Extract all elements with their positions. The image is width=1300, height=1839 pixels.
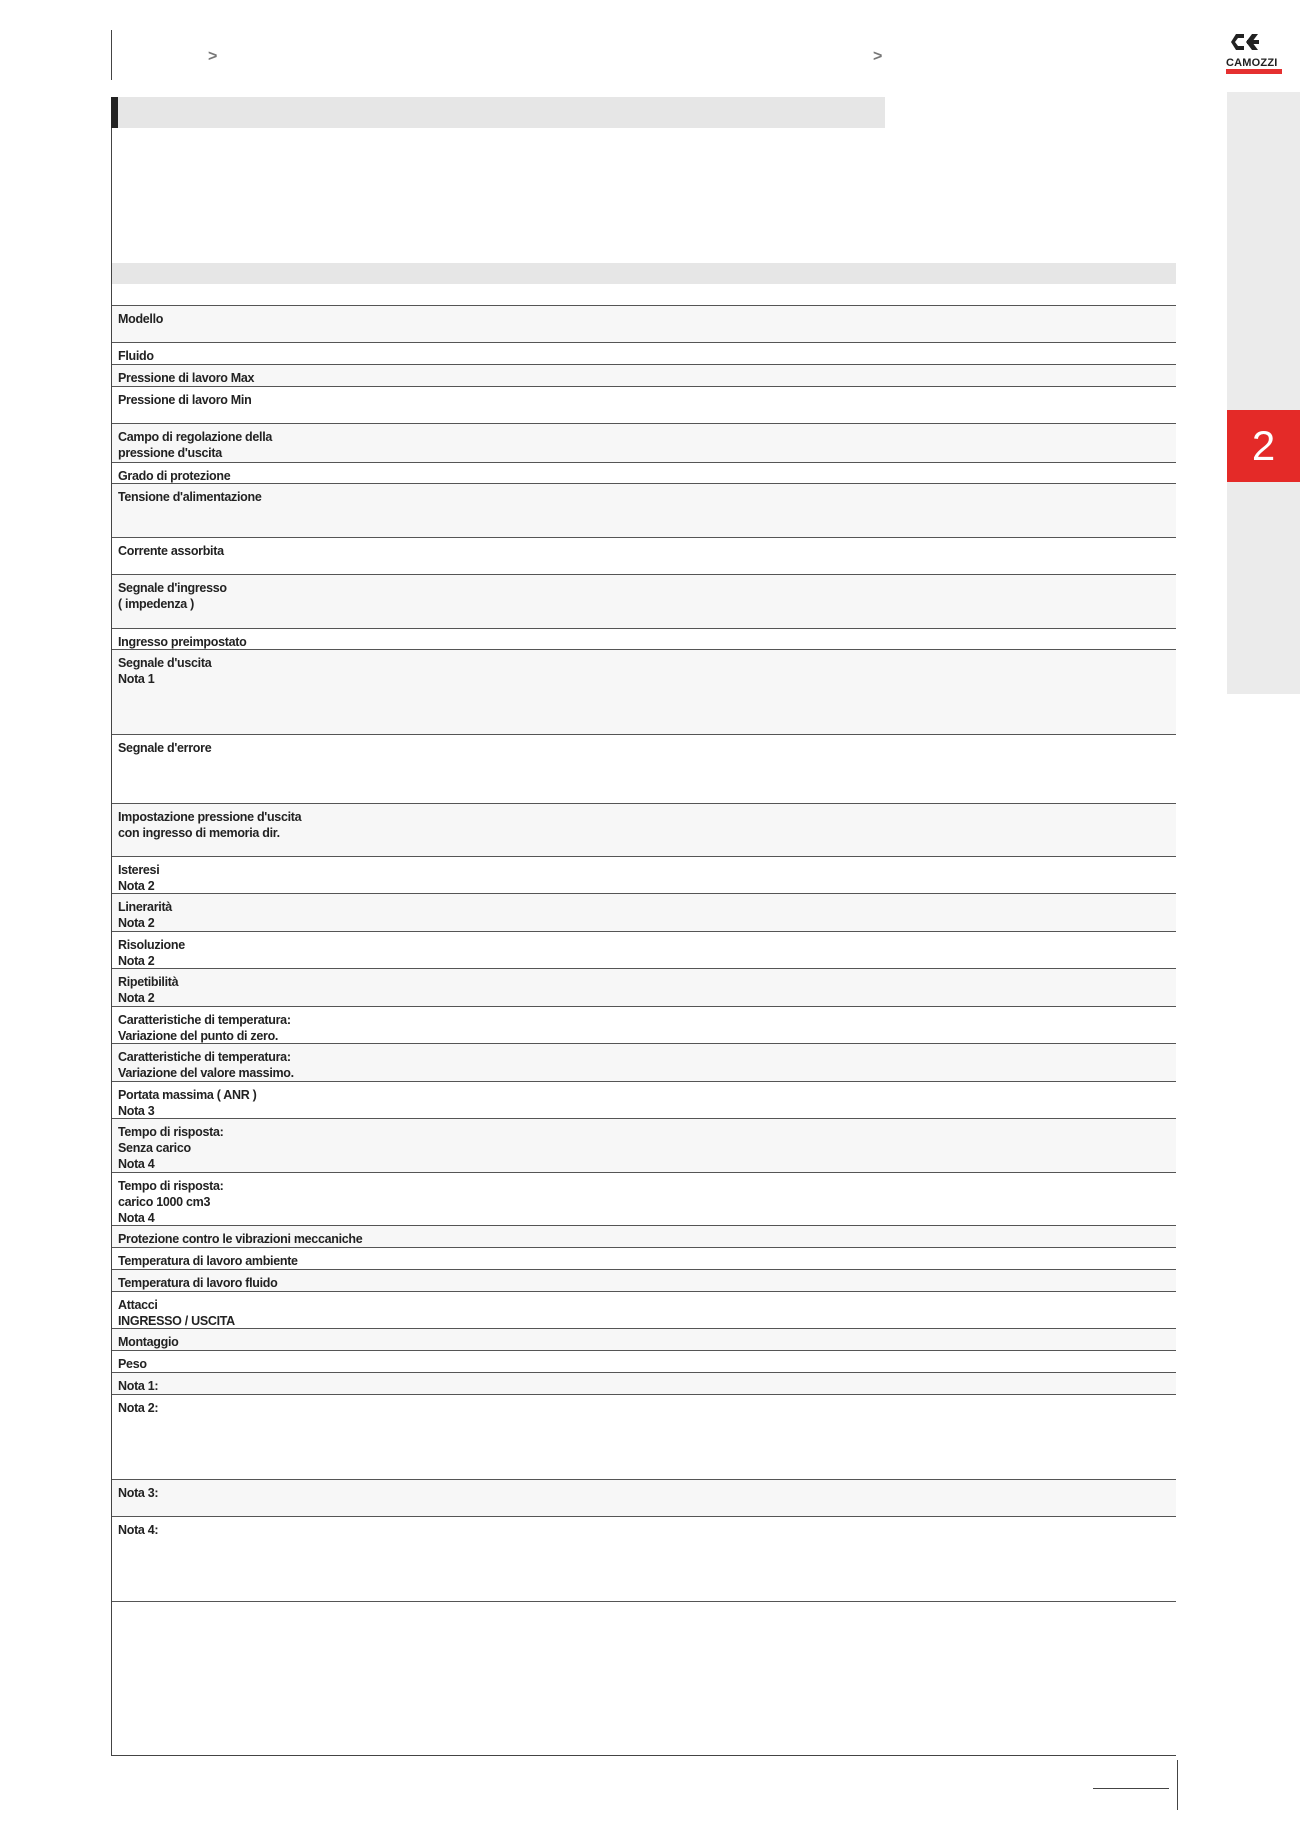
table-row	[112, 424, 1176, 463]
title-accent	[111, 97, 118, 128]
row-label: Ingresso preimpostato	[118, 635, 247, 649]
row-label: Segnale d'errore	[118, 741, 212, 755]
brand-name: CAMOZZI	[1226, 57, 1278, 69]
row-label: Risoluzione Nota 2	[118, 938, 185, 968]
table-row	[112, 894, 1176, 932]
table-row	[112, 1395, 1176, 1480]
section-index-strip	[1227, 92, 1300, 694]
table-row	[112, 365, 1176, 387]
table-row	[112, 1248, 1176, 1270]
row-label: Nota 1:	[118, 1379, 159, 1393]
row-label: Linerarità Nota 2	[118, 900, 172, 930]
row-label: Portata massima ( ANR ) Nota 3	[118, 1088, 257, 1118]
table-row	[112, 932, 1176, 969]
row-label: Nota 2:	[118, 1401, 159, 1415]
table-row	[112, 306, 1176, 343]
breadcrumb-chevron-icon[interactable]: >	[208, 48, 218, 65]
row-label: Caratteristiche di temperatura: Variazione del valore massimo.	[118, 1050, 294, 1080]
table-row	[112, 1517, 1176, 1602]
table-row	[112, 484, 1176, 538]
row-label: Tempo di risposta: carico 1000 cm3 Nota 4	[118, 1179, 224, 1225]
brand-accent-bar	[1226, 69, 1282, 74]
row-label: Ripetibilità Nota 2	[118, 975, 179, 1005]
row-label: Segnale d'uscita Nota 1	[118, 656, 212, 686]
row-label: Tempo di risposta: Senza carico Nota 4	[118, 1125, 224, 1171]
breadcrumb-chevron-icon[interactable]: >	[873, 48, 883, 65]
row-label: Temperatura di lavoro ambiente	[118, 1254, 298, 1268]
table-row	[112, 1007, 1176, 1044]
row-label: Isteresi Nota 2	[118, 863, 160, 893]
row-label: Protezione contro le vibrazioni meccaniche	[118, 1232, 363, 1246]
row-label: Modello	[118, 312, 164, 326]
footer-divider	[1177, 1760, 1178, 1810]
table-row	[112, 1173, 1176, 1226]
section-tab[interactable]: 2	[1227, 410, 1300, 482]
row-label: Peso	[118, 1357, 147, 1371]
table-row	[112, 1044, 1176, 1082]
table-row	[112, 1226, 1176, 1248]
table-row	[112, 1351, 1176, 1373]
row-label: Tensione d'alimentazione	[118, 490, 262, 504]
section-title-bar	[111, 97, 885, 128]
row-label: Impostazione pressione d'uscita con ingresso di memoria dir.	[118, 810, 302, 840]
table-row	[112, 735, 1176, 804]
table-row	[112, 857, 1176, 894]
row-label: Fluido	[118, 349, 154, 363]
table-row	[112, 1373, 1176, 1395]
table-row	[112, 629, 1176, 650]
table-row	[112, 650, 1176, 735]
footer-page-line	[1093, 1788, 1169, 1789]
row-label: Corrente assorbita	[118, 544, 224, 558]
row-label: Campo di regolazione della pressione d'uscita	[118, 430, 273, 460]
row-label: Segnale d'ingresso ( impedenza )	[118, 581, 227, 611]
table-row	[112, 575, 1176, 629]
table-row	[112, 1082, 1176, 1119]
row-label: Temperatura di lavoro fluido	[118, 1276, 278, 1290]
table-row	[112, 1119, 1176, 1173]
row-label: Nota 3:	[118, 1486, 159, 1500]
table-row	[112, 387, 1176, 424]
row-label: Grado di protezione	[118, 469, 231, 483]
row-label: Pressione di lavoro Min	[118, 393, 252, 407]
table-row	[112, 1480, 1176, 1517]
row-label: Pressione di lavoro Max	[118, 371, 255, 385]
row-label: Montaggio	[118, 1335, 179, 1349]
table-row	[112, 804, 1176, 857]
row-label: Nota 4:	[118, 1523, 159, 1537]
header-divider	[111, 30, 112, 80]
row-label: Caratteristiche di temperatura: Variazione del punto di zero.	[118, 1013, 291, 1043]
table-row	[112, 343, 1176, 365]
table-row	[112, 463, 1176, 484]
table-row	[112, 1329, 1176, 1351]
table-header	[112, 263, 1176, 284]
table-row	[112, 538, 1176, 575]
content-bottom-line	[111, 1755, 1176, 1756]
table-row	[112, 969, 1176, 1007]
table-row	[112, 1292, 1176, 1329]
row-label: Attacci INGRESSO / USCITA	[118, 1298, 235, 1328]
table-row	[112, 284, 1176, 306]
table-row	[112, 1270, 1176, 1292]
